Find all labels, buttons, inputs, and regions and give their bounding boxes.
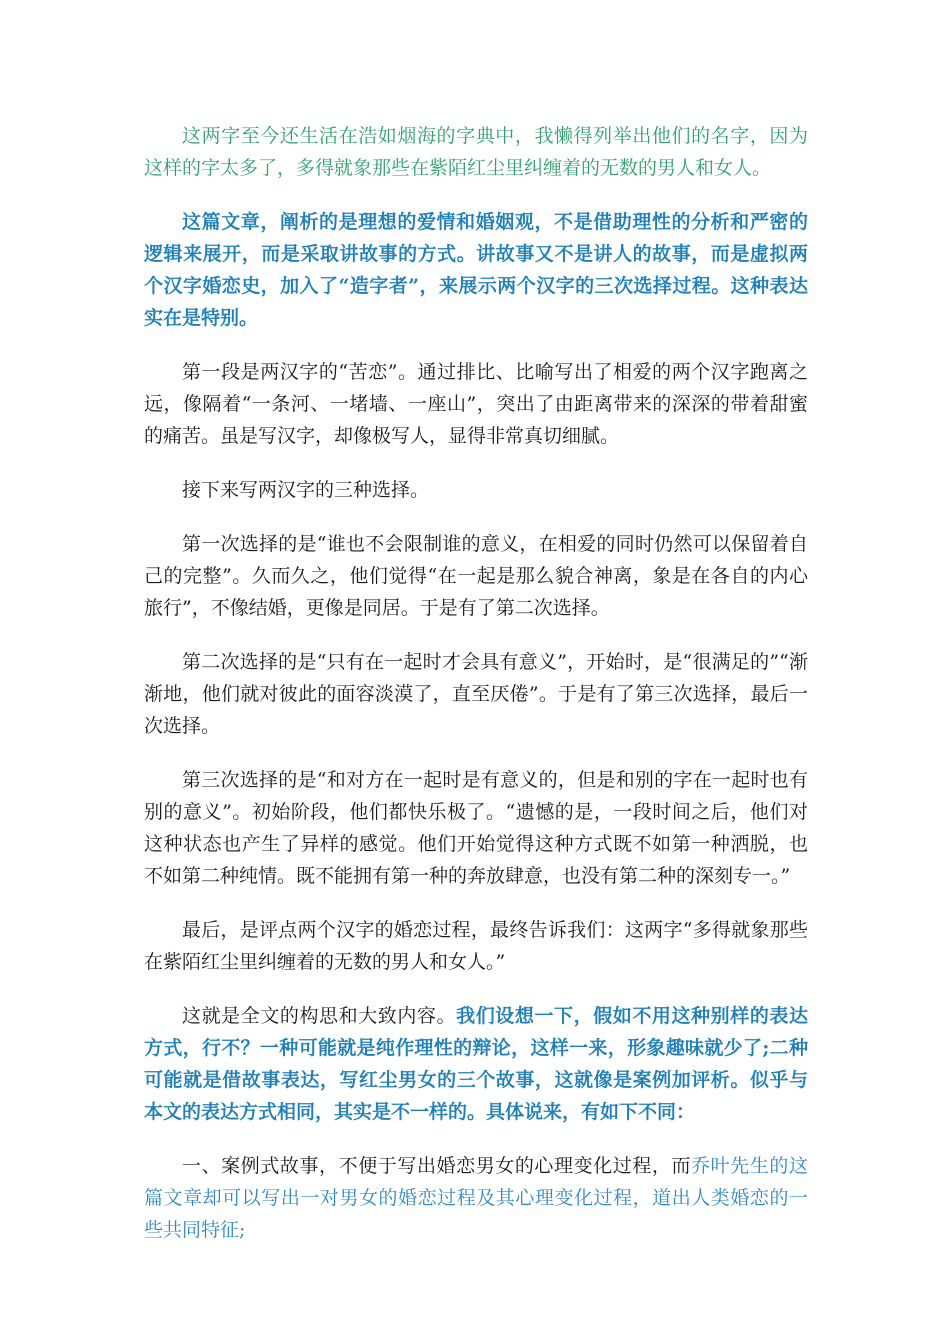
paragraph-10 <box>144 1150 808 1246</box>
paragraph-9-plain: 这就是全文的构思和大致内容。 <box>182 1005 457 1027</box>
paragraph-4: 接下来写两汉字的三种选择。 <box>182 479 430 501</box>
paragraph-1: 这两字至今还生活在浩如烟海的字典中，我懒得列举出他们的名字，因为这样的字太多了，多得就象那些在紫陌红尘里纠缠着的无数的男人和女人。 <box>144 125 808 179</box>
paragraph-3: 第一段是两汉字的“苦恋”。通过排比、比喻写出了相爱的两个汉字跑离之远，像隔着“一条河、一堵墙、一座山”，突出了由距离带来的深深的带着甜蜜的痛苦。虽是写汉字，却像极写人，显得非常真切细腻。 <box>144 361 808 447</box>
paragraph-10-highlight: 乔叶先生的这篇文章却可以写出一对男女的婚恋过程及其心理变化过程，道出人类婚恋的一些共同特征; <box>144 1155 808 1241</box>
paragraph-9 <box>144 1000 808 1128</box>
paragraph-10-plain: 一、案例式故事，不便于写出婚恋男女的心理变化过程，而 <box>182 1155 692 1177</box>
document-body <box>144 120 808 1268</box>
paragraph-6: 第二次选择的是“只有在一起时才会具有意义”，开始时，是“很满足的”“渐渐地，他们就对彼此的面容淡漠了，直至厌倦”。于是有了第三次选择，最后一次选择。 <box>144 651 808 737</box>
paragraph-2: 这篇文章，阐析的是理想的爱情和婚姻观，不是借助理性的分析和严密的逻辑来展开，而是采取讲故事的方式。讲故事又不是讲人的故事，而是虚拟两个汉字婚恋史，加入了“造字者”，来展示两个汉字的三次选择过程。这种表达实在是特别。 <box>144 211 808 329</box>
paragraph-7: 第三次选择的是“和对方在一起时是有意义的，但是和别的字在一起时也有别的意义”。初始阶段，他们都快乐极了。“遗憾的是，一段时间之后，他们对这种状态也产生了异样的感觉。他们开始觉得这种方式既不如第一种洒脱，也不如第二种纯情。既不能拥有第一种的奔放肆意，也没有第二种的深刻专一。” <box>144 769 808 887</box>
paragraph-5: 第一次选择的是“谁也不会限制谁的意义，在相爱的同时仍然可以保留着自己的完整”。久而久之，他们觉得“在一起是那么貌合神离，象是在各自的内心旅行”，不像结婚，更像是同居。于是有了第二次选择。 <box>144 533 808 619</box>
paragraph-9-emphasis: 我们设想一下，假如不用这种别样的表达方式，行不？一种可能就是纯作理性的辩论，这样一来，形象趣味就少了;二种可能就是借故事表达，写红尘男女的三个故事，这就像是案例加评析。似乎与本文的表达方式相同，其实是不一样的。具体说来，有如下不同： <box>144 1005 808 1123</box>
paragraph-8: 最后，是评点两个汉字的婚恋过程，最终告诉我们：这两字“多得就象那些在紫陌红尘里纠缠着的无数的男人和女人。” <box>144 919 808 973</box>
